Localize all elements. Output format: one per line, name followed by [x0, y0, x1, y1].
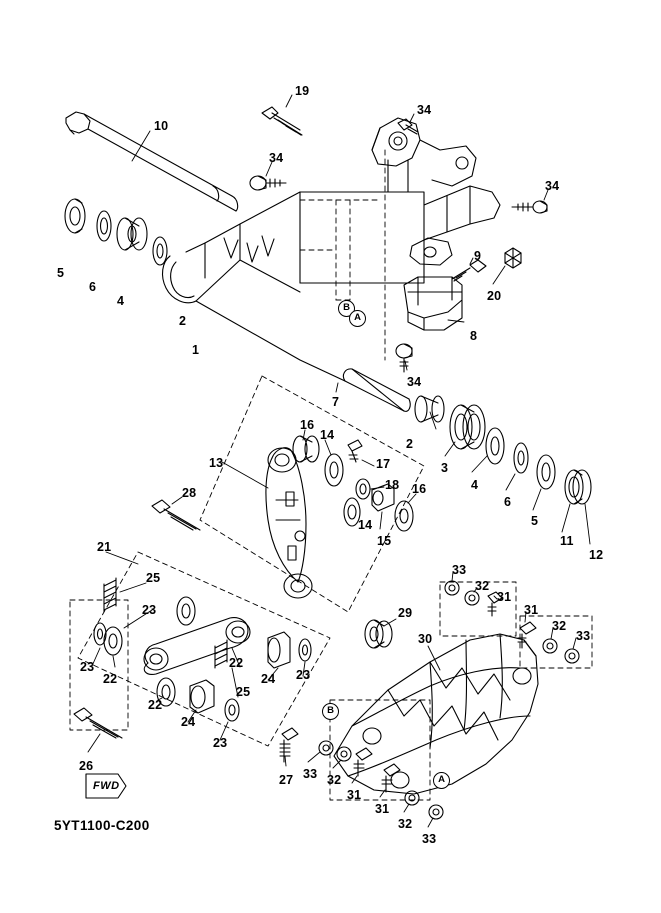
callout-32-b: 32	[552, 619, 567, 633]
callout-23-b: 23	[80, 660, 95, 674]
callout-7: 7	[332, 395, 340, 409]
callout-17: 17	[376, 457, 391, 471]
callout-25-a: 25	[146, 571, 161, 585]
part-6-circlip	[97, 211, 111, 241]
callout-16-b: 16	[412, 482, 427, 496]
fwd-label: FWD	[93, 780, 120, 792]
part-32-washer-b1	[337, 747, 351, 761]
callout-33-c: 33	[303, 767, 318, 781]
part-14-bushing-a	[325, 454, 343, 486]
part-22-bushing-a	[104, 627, 122, 655]
part-10-pivot-shaft	[66, 112, 238, 211]
callout-3: 3	[441, 461, 449, 475]
part-25-spring-a	[104, 578, 116, 612]
part-1-rear-arm	[163, 118, 500, 411]
callout-20: 20	[487, 289, 502, 303]
part-4-bearing-right	[486, 428, 504, 464]
part-24-collar-b	[268, 632, 290, 668]
callout-32-a: 32	[475, 579, 490, 593]
part-18-washer	[356, 479, 370, 499]
section-marker-b-1: B	[338, 300, 355, 317]
callout-32-d: 32	[398, 817, 413, 831]
part-6-circlip-right	[514, 443, 528, 473]
part-5-oil-seal	[65, 199, 85, 233]
callout-19: 19	[295, 84, 310, 98]
callout-8: 8	[470, 329, 478, 343]
callout-23-c: 23	[296, 668, 311, 682]
part-9-bolt	[452, 260, 486, 281]
callout-28: 28	[182, 486, 197, 500]
callout-1: 1	[192, 343, 200, 357]
callout-14-a: 14	[320, 428, 335, 442]
callout-5-a: 5	[57, 266, 65, 280]
callout-4-a: 4	[117, 294, 125, 308]
callout-30: 30	[418, 632, 433, 646]
callout-6-a: 6	[89, 280, 97, 294]
callout-33-b: 33	[576, 629, 591, 643]
part-2-collar	[153, 237, 167, 265]
callout-18: 18	[385, 478, 400, 492]
part-28-bolt	[152, 500, 200, 530]
section-marker-a-1: A	[349, 310, 366, 327]
callout-12: 12	[589, 548, 604, 562]
part-2-collar-right	[415, 396, 444, 422]
part-19-bolt	[262, 107, 302, 135]
section-marker-a-2: A	[433, 772, 450, 789]
callout-31-d: 31	[375, 802, 390, 816]
callout-23-a: 23	[142, 603, 157, 617]
callout-29: 29	[398, 606, 413, 620]
callout-27: 27	[279, 773, 294, 787]
part-24-collar-c	[190, 680, 214, 713]
callout-13: 13	[209, 456, 224, 470]
part-4-bearing	[117, 218, 147, 250]
part-7-arm-tube	[352, 369, 404, 411]
part-34-bolt-c	[512, 201, 547, 213]
callout-34-c: 34	[545, 179, 560, 193]
callout-2-b: 2	[406, 437, 414, 451]
callout-24-b: 24	[181, 715, 196, 729]
callout-2-a: 2	[179, 314, 187, 328]
callout-22-c: 22	[148, 698, 163, 712]
callout-24-a: 24	[261, 672, 276, 686]
part-33-washer-b1	[319, 741, 333, 755]
part-34-bolt-a	[398, 119, 418, 134]
part-25-spring-b	[215, 640, 227, 668]
part-31-bolt-b1	[354, 748, 372, 776]
callout-15: 15	[377, 534, 392, 548]
callout-16-a: 16	[300, 418, 315, 432]
part-23-washer-c	[225, 699, 239, 721]
part-33-washer-r1	[445, 581, 459, 595]
part-34-bolt-b	[250, 176, 286, 190]
callout-6-b: 6	[504, 495, 512, 509]
part-23-washer-a	[94, 623, 106, 645]
callout-31-b: 31	[524, 603, 539, 617]
callout-25-b: 25	[236, 685, 251, 699]
callout-11: 11	[560, 534, 574, 548]
callout-33-d: 33	[422, 832, 437, 846]
callout-22-b: 22	[229, 656, 244, 670]
callout-23-d: 23	[213, 736, 228, 750]
callout-34-b: 34	[269, 151, 284, 165]
part-20-nut	[505, 248, 521, 268]
part-32-washer-b2	[405, 791, 419, 805]
part-34-bolt-d	[396, 344, 412, 372]
callout-31-a: 31	[497, 590, 512, 604]
group-box-13	[200, 376, 427, 612]
callout-21: 21	[97, 540, 112, 554]
callout-4-b: 4	[471, 478, 479, 492]
part-23-washer-b	[299, 639, 311, 661]
part-5-seal-right	[537, 455, 555, 489]
part-8-chain-guide	[404, 238, 462, 330]
callout-9: 9	[474, 249, 482, 263]
callout-10: 10	[154, 119, 169, 133]
callout-34-a: 34	[417, 103, 432, 117]
part-27-bolt	[280, 728, 298, 762]
callout-32-c: 32	[327, 773, 342, 787]
callout-22-a: 22	[103, 672, 118, 686]
drawing-number: 5YT1100-C200	[54, 818, 150, 833]
part-16-collar-a	[293, 436, 319, 462]
fwd-direction-marker	[84, 772, 126, 800]
group-box-30	[330, 579, 592, 800]
part-33-washer-b2	[429, 805, 443, 819]
part-17-bolt	[348, 440, 362, 462]
callout-33-a: 33	[452, 563, 467, 577]
callout-31-c: 31	[347, 788, 362, 802]
callout-34-d: 34	[407, 375, 422, 389]
part-33-washer-r2	[565, 649, 579, 663]
group-box-21	[70, 552, 330, 746]
part-22-bushing-b	[177, 597, 195, 625]
part-16-collar-b	[395, 501, 413, 531]
callout-5-b: 5	[531, 514, 539, 528]
part-32-washer-r1	[465, 591, 479, 605]
callout-14-b: 14	[358, 518, 373, 532]
section-marker-b-2: B	[322, 703, 339, 720]
part-26-bolt	[74, 708, 122, 738]
callout-26: 26	[79, 759, 94, 773]
part-32-washer-r2	[543, 639, 557, 653]
part-11-nut-right	[565, 470, 591, 504]
part-30-skid-plate	[334, 634, 538, 794]
